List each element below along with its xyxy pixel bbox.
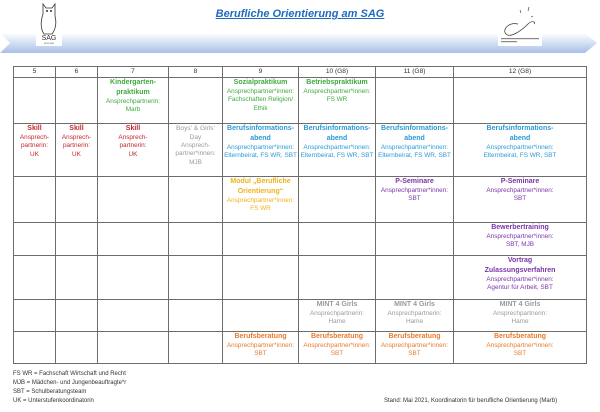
column-header-grade: 6 xyxy=(56,67,98,78)
table-cell xyxy=(376,78,454,124)
contact-person-text: Ansprechpartner*innen: xyxy=(486,342,554,349)
table-cell xyxy=(376,256,454,300)
contact-person-text: MJB xyxy=(189,158,202,166)
table-cell xyxy=(299,223,376,256)
contact-person-text: partnerin: xyxy=(21,142,48,150)
contact-person-text: Ansprechpartnerin: xyxy=(106,98,160,105)
table-header-row xyxy=(14,67,587,78)
table-cell xyxy=(14,256,56,300)
table-cell xyxy=(169,124,223,177)
contact-person-text: SBT xyxy=(408,350,421,358)
table-row xyxy=(14,223,587,256)
contact-person-text: Ansprechpartner*innen: xyxy=(380,144,449,151)
contact-person-text: Elternbeirat, FS WR, SBT xyxy=(224,152,297,160)
table-cell xyxy=(376,332,454,364)
contact-person-text: Ansprechpartner*innen: xyxy=(303,342,371,349)
table-cell xyxy=(98,332,169,364)
column-header-grade: 8 xyxy=(169,67,223,78)
activity-title: Berufsberatung xyxy=(310,333,364,340)
contact-person-text: Agentur für Arbeit, SBT xyxy=(487,284,553,292)
contact-person-text: Ansprech- xyxy=(118,134,148,141)
table-cell xyxy=(56,256,98,300)
activity-title: Boys’ & Girls’ xyxy=(176,125,215,132)
abbreviation-legend xyxy=(13,370,126,406)
table-row xyxy=(14,256,587,300)
orientation-table xyxy=(13,66,587,364)
table-cell xyxy=(98,177,169,223)
column-header-grade: 7 xyxy=(98,67,169,78)
activity-title: abend xyxy=(509,135,531,142)
table-cell xyxy=(376,124,454,177)
contact-person-text: Ethik xyxy=(253,104,268,112)
activity-title: MINT 4 Girls xyxy=(499,301,541,308)
activity-title: Sozialpraktikum xyxy=(233,79,288,86)
table-cell xyxy=(299,300,376,332)
contact-person-text: SBT, MJB xyxy=(505,241,535,249)
column-header-grade: 5 xyxy=(14,67,56,78)
table-row xyxy=(14,124,587,177)
activity-title: MINT 4 Girls xyxy=(316,301,358,308)
svg-text:SAG: SAG xyxy=(41,35,57,42)
activity-title: Skill xyxy=(27,125,42,132)
activity-title: abend xyxy=(250,135,271,142)
contact-person-text: Ansprech- xyxy=(180,142,211,149)
table-cell xyxy=(98,124,169,177)
table-cell xyxy=(56,177,98,223)
activity-title: Berufsberatung xyxy=(388,333,441,340)
contact-person-text: FS WR xyxy=(250,205,271,213)
table-cell xyxy=(223,256,299,300)
contact-person-text: Ansprechpartner*innen: xyxy=(486,276,554,283)
column-header-grade: 11 (G8) xyxy=(376,67,454,78)
contact-person-text: UK xyxy=(30,150,39,158)
table-row xyxy=(14,332,587,364)
table-cell xyxy=(169,256,223,300)
table-cell xyxy=(223,300,299,332)
table-cell xyxy=(299,256,376,300)
table-cell xyxy=(299,177,376,223)
activity-title: Zulassungsverfahren xyxy=(484,267,556,274)
table-cell xyxy=(376,300,454,332)
contact-person-text: Hame xyxy=(328,318,346,326)
table-cell xyxy=(169,177,223,223)
activity-title: Skill xyxy=(69,125,84,132)
contact-person-text: Elternbeirat, FS WR, SBT xyxy=(378,152,451,160)
activity-title: Berufsberatung xyxy=(234,333,287,340)
table-cell xyxy=(376,223,454,256)
table-cell xyxy=(223,78,299,124)
contact-person-text: Ansprechpartnerin: xyxy=(387,310,442,317)
status-date-note: Stand: Mai 2021, Koordinatorin für berufliche Orientierung (Marb) xyxy=(384,398,558,404)
activity-title: Kindergarten- xyxy=(110,79,156,86)
legend-item: FS WR = Fachschaft Wirtschaft und Recht xyxy=(13,371,126,377)
activity-title: Berufsinformations- xyxy=(303,125,371,132)
activity-title: praktikum xyxy=(116,89,150,96)
contact-person-text: Hame xyxy=(511,318,529,326)
table-cell xyxy=(56,78,98,124)
activity-title: P-Seminare xyxy=(500,178,540,185)
table-cell xyxy=(454,124,587,177)
table-cell xyxy=(14,78,56,124)
table-cell xyxy=(454,78,587,124)
contact-person-text: Fachschaften Religion/ xyxy=(227,96,293,104)
activity-title: Berufsberatung xyxy=(493,333,547,340)
svg-text:MÜNCHEN: MÜNCHEN xyxy=(43,43,55,45)
contact-person-text: Ansprech- xyxy=(19,134,50,141)
activity-title: Vortrag xyxy=(507,257,533,264)
contact-person-text: FS WR xyxy=(326,96,348,104)
contact-person-text: Ansprechpartner*innen: xyxy=(486,233,554,240)
table-cell xyxy=(98,78,169,124)
table-cell xyxy=(14,124,56,177)
table-cell xyxy=(299,332,376,364)
table-cell xyxy=(299,78,376,124)
legend-item: MJB = Mädchen- und Jungenbeauftragte*r xyxy=(13,380,127,386)
contact-person-text: Ansprechpartnerin: xyxy=(493,310,547,317)
column-header-grade: 10 (G8) xyxy=(299,67,376,78)
activity-title: Skill xyxy=(125,125,141,132)
contact-person-text: SBT xyxy=(254,350,267,358)
activity-title: Betriebspraktikum xyxy=(306,79,368,86)
contact-person-text: SBT xyxy=(408,195,421,203)
contact-person-text: partner*innen: xyxy=(175,150,216,158)
table-cell xyxy=(376,177,454,223)
activity-title: abend xyxy=(404,135,425,142)
contact-person-text: Ansprechpartnerin: xyxy=(310,310,364,317)
contact-person-text: Hame xyxy=(405,318,424,326)
activity-title: Berufsinformations- xyxy=(486,125,554,132)
contact-person-text: SBT xyxy=(513,195,527,203)
table-row xyxy=(14,78,587,124)
legend-item: UK = Unterstufenkoordinatorin xyxy=(13,398,94,404)
activity-title: MINT 4 Girls xyxy=(394,301,435,308)
activity-title: Berufsinformations- xyxy=(227,125,294,132)
table-cell xyxy=(169,223,223,256)
contact-person-text: Ansprechpartner*innen: xyxy=(380,342,449,349)
contact-person-text: Ansprechpartner*innen: xyxy=(226,144,295,151)
table-row xyxy=(14,177,587,223)
contact-person-text: Elternbeirat, FS WR, SBT xyxy=(300,152,374,160)
contact-person-text: UK xyxy=(72,150,81,158)
contact-person-text: SBT xyxy=(330,350,344,358)
table-cell xyxy=(56,300,98,332)
contact-person-text: Ansprechpartner*innen: xyxy=(226,342,295,349)
table-cell xyxy=(98,300,169,332)
table-cell xyxy=(98,256,169,300)
column-header-grade: 12 (G8) xyxy=(454,67,587,78)
table-cell xyxy=(454,177,587,223)
contact-person-text: Ansprechpartner*innen: xyxy=(486,187,554,194)
activity-title: Orientierung“ xyxy=(237,188,284,195)
activity-title: Modul „Berufliche xyxy=(230,178,291,185)
table-cell xyxy=(169,300,223,332)
contact-person-text: UK xyxy=(128,150,138,158)
table-cell xyxy=(14,223,56,256)
contact-person-text: partnerin: xyxy=(63,142,90,150)
table-cell xyxy=(223,177,299,223)
table-cell xyxy=(223,124,299,177)
column-header-grade: 9 xyxy=(223,67,299,78)
contact-person-text: Ansprechpartner*innen: xyxy=(226,88,295,95)
contact-person-text: partnerin: xyxy=(119,142,147,150)
contact-person-text: Ansprechpartner*innen: xyxy=(303,88,371,95)
table-cell xyxy=(454,300,587,332)
table-cell xyxy=(454,223,587,256)
table-cell xyxy=(56,223,98,256)
table-cell xyxy=(223,223,299,256)
contact-person-text: Ansprech- xyxy=(61,134,92,141)
table-cell xyxy=(169,332,223,364)
activity-title: P-Seminare xyxy=(395,178,434,185)
contact-person-text: SBT xyxy=(513,350,527,358)
legend-item: SBT = Schulberatungsteam xyxy=(13,389,87,395)
table-row xyxy=(14,300,587,332)
table-cell xyxy=(169,78,223,124)
contact-person-text: Ansprechpartner*innen: xyxy=(303,144,371,151)
contact-person-text: Ansprechpartner*innen: xyxy=(486,144,554,151)
table-cell xyxy=(56,332,98,364)
contact-person-text: Marb xyxy=(125,106,141,114)
studienorientierung-logo xyxy=(498,4,542,46)
activity-title: Day xyxy=(189,134,202,141)
table-cell xyxy=(299,124,376,177)
contact-person-text: Ansprechpartner*innen: xyxy=(380,187,449,194)
table-cell xyxy=(14,300,56,332)
table-cell xyxy=(56,124,98,177)
contact-person-text: Ansprechpartner*innen: xyxy=(226,197,295,204)
table-cell xyxy=(223,332,299,364)
activity-title: abend xyxy=(326,135,348,142)
table-cell xyxy=(454,332,587,364)
page-title: Berufliche Orientierung am SAG xyxy=(215,8,385,20)
contact-person-text: Elternbeirat, FS WR, SBT xyxy=(483,152,557,160)
table-cell xyxy=(14,332,56,364)
activity-title: Berufsinformations- xyxy=(381,125,448,132)
table-cell xyxy=(98,223,169,256)
activity-title: Bewerbertraining xyxy=(491,224,549,231)
table-cell xyxy=(14,177,56,223)
table-cell xyxy=(454,256,587,300)
